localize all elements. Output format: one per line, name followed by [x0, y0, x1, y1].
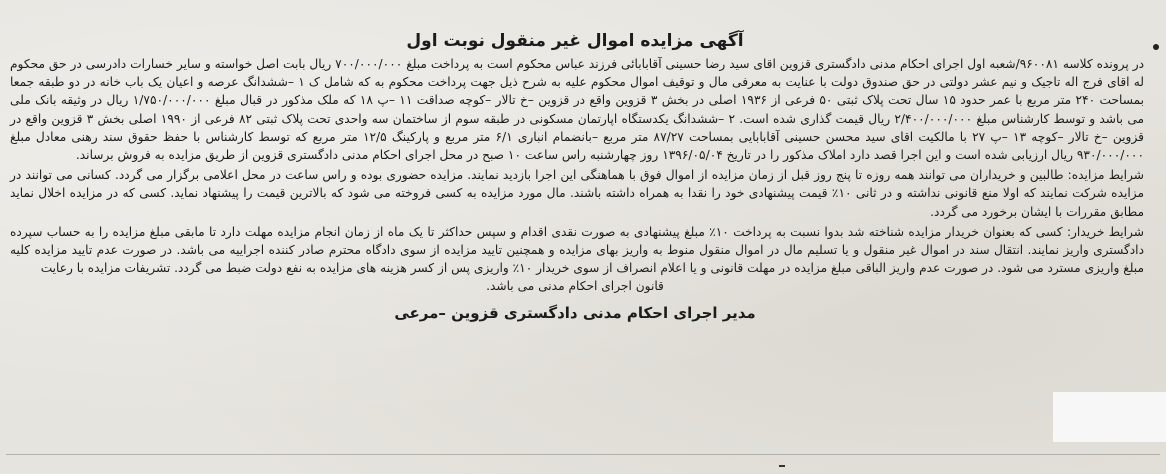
bottom-tick-mark — [779, 465, 785, 467]
bottom-rule — [6, 454, 1160, 455]
auction-conditions-paragraph: شرایط مزایده: طالبین و خریداران می توانند همه روزه تا پنج روز قبل از زمان مزایده از اموال فوق با هماهنگی این اجرا بازدید نمایند. مزایده حضوری بوده و راس ساعت در محل اعلامی برگزار می گردد. کسانی می توانند در مزایده شرکت نمایند که اولا منع قانونی نداشته و در ثانی ۱۰٪ قیمت پیشنهادی خود را نقدا به همراه داشته باشند. مال مورد مزایده به کسی فروخته می شود که بالاترین قیمت را پیشنهاد نماید. کسی که در مزایده اخلال نماید مطابق مقررات با ایشان برخورد می گردد. — [10, 168, 1144, 219]
scan-blank-patch — [1053, 392, 1166, 442]
closing-line: قانون اجرای احکام مدنی می باشد. — [486, 279, 664, 294]
bullet-mark — [1153, 44, 1159, 50]
notice-body-paragraph: در پرونده کلاسه ۹۶۰۰۸۱/شعبه اول اجرای احکام مدنی دادگستری قزوین اقای سید رضا حسینی آقابابائی فرزند عباس محکوم است به پرداخت مبلغ ۷۰۰/۰۰۰/۰۰۰ ریال بابت اصل خواسته و سایر خسارات دادرسی در حق محکوم له اقای فرج اله تاجیک و نیم عشر دولتی در حق صندوق دولت با عنایت به معرفی مال و توقیف اموال محکوم علیه به شرح ذیل جهت پرداخت محکوم به که شامل ک ۱ –ششدانگ عرصه و اعیان یک باب خانه در دو طبقه جمعا بمساحت ۲۴۰ متر مربع با عمر حدود ۱۵ سال تحت پلاک ثبتی ۵۰ فرعی از ۱۹۳۶ اصلی در بخش ۳ قزوین واقع در قزوین –خ تالار –کوچه صداقت ۱۱ –پ ۱۸ که ملک مذکور در قبال مبلغ ۱/۷۵۰/۰۰۰/۰۰۰ ریال در وثیقه بانک ملی می باشد و توسط کارشناس مبلغ ۲/۴۰۰/۰۰۰/۰۰۰ ریال قیمت گذاری شده است. ۲ –ششدانگ یکدستگاه اپارتمان مسکونی در طبقه سوم از ساختمان سه واحدی تحت پلاک ثبتی ۸۲ فرعی از ۱۹۹۰ اصلی بخش ۳ قزوین واقع در قزوین –خ تالار –کوچه ۱۳ –پ ۲۷ با مالکیت اقای سید محسن حسینی آقابابایی بمساحت ۸۷/۲۷ متر مربع –بانضمام انباری ۶/۱ متر مربع و پارکینگ ۱۲/۵ متر مربع که توسط کارشناس با حفظ حقوق سند رهنی معادل مبلغ ۹۳۰/۰۰۰/۰۰۰ ریال ارزیابی شده است و این اجرا قصد دارد املاک مذکور را در تاریخ ۱۳۹۶/۰۵/۰۴ روز چهارشنبه راس ساعت ۱۰ صبح در محل اجرای احکام مدنی دادگستری قزوین از طریق مزایده به فروش برساند. — [10, 57, 1145, 163]
buyer-conditions-paragraph: شرایط خریدار: کسی که بعنوان خریدار مزایده شناخته شد بدوا نسبت به پرداخت ۱۰٪ مبلغ پیشنهادی به صورت نقدی اقدام و سپس حداکثر تا یک ماه از زمان انجام مزایده مهلت دارد تا مابقی مبلغ مزایده را به حساب سپرده دادگستری واریز نمایند. انتقال سند در اموال غیر منقول و یا تسلیم مال در اموال منقول منوط به واریز بهای مزایده و همچنین تایید مزایده از سوی دادگاه محترم صادر کننده اجراییه می باشد. در صورت عدم تایید مزایده کلیه مبلغ واریزی مسترد می شود. در صورت عدم واریز الباقی مبلغ مزایده در مهلت قانونی و یا اعلام انصراف از سوی خریدار ۱۰٪ واریزی پس از کسر هزینه های مزایده به نفع دولت ضبط می گردد. تشریفات مزایده با رعایت — [10, 224, 1144, 276]
signature-line: مدیر اجرای احکام مدنی دادگستری قزوین –مرعی — [394, 303, 756, 322]
notice-title: آگهی مزایده اموال غیر منقول نوبت اول — [406, 31, 744, 51]
auction-notice — [0, 30, 1150, 324]
